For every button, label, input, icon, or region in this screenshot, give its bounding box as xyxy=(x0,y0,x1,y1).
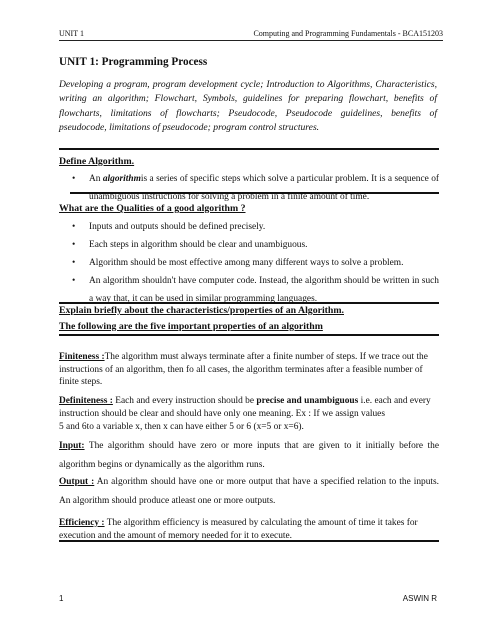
header-divider xyxy=(59,40,443,41)
section-divider xyxy=(59,540,439,542)
efficiency-paragraph xyxy=(59,517,439,542)
define-bullet-text xyxy=(89,170,439,206)
section-divider xyxy=(59,334,439,336)
header-course-title: Computing and Programming Fundamentals - BCA151203 xyxy=(253,29,443,38)
quality-item-text: Each steps in algorithm should be clear and unambiguous. xyxy=(89,240,308,250)
input-label: Input: xyxy=(59,441,85,451)
input-paragraph xyxy=(59,437,439,474)
quality-item-text: An algorithm shouldn't have computer code. Instead, the algorithm should be written in such a way that, it can be used in similar programming languages. xyxy=(89,276,439,304)
bullet-icon: • xyxy=(72,258,76,268)
definiteness-label: Definiteness : xyxy=(59,396,113,406)
define-prefix: An xyxy=(89,174,103,184)
output-text: An algorithm should have one or more output that have a specified relation to the inputs. An algorithm should produce atleast one or more outputs. xyxy=(59,477,439,506)
unit-title: UNIT 1: Programming Process xyxy=(59,56,208,68)
define-algorithm-heading: Define Algorithm. xyxy=(59,156,135,167)
characteristics-heading: Explain briefly about the characteristics/properties of an Algorithm. xyxy=(59,305,344,316)
efficiency-text: The algorithm efficiency is measured by calculating the amount of time it takes for execution and the amount of memory needed for it to execute. xyxy=(59,518,418,541)
footer-author: ASWIN R xyxy=(402,594,437,603)
define-line1: is a series of specific steps which solve a particular problem. It is a xyxy=(140,174,393,184)
page-number: 1 xyxy=(59,594,64,603)
efficiency-label: Efficiency : xyxy=(59,518,105,528)
section-divider xyxy=(70,192,439,194)
definiteness-example: 5 and 6to a variable x, then x can have either 5 or 6 (x=5 or x=6). xyxy=(59,422,304,432)
bullet-icon: • xyxy=(72,174,76,184)
define-term: algorithm xyxy=(102,174,141,184)
section-divider xyxy=(59,148,439,150)
input-text: The algorithm should have zero or more inputs that are given to it initially before the algorithm begins or dynamically as the algorithm runs. xyxy=(59,441,439,470)
definiteness-post: i.e. each and every instruction should be clear and should have only one meaning. Ex : If we assign values xyxy=(59,396,431,419)
bullet-icon: • xyxy=(72,276,76,286)
output-paragraph xyxy=(59,473,439,510)
quality-item-text: Algorithm should be most effective among many different ways to solve a problem. xyxy=(89,258,404,268)
bullet-icon: • xyxy=(72,240,76,250)
definiteness-pre: Each and every instruction should be xyxy=(112,396,257,406)
bullet-icon: • xyxy=(72,222,76,232)
header-unit-label: UNIT 1 xyxy=(59,29,84,38)
definiteness-bold: precise and unambiguous xyxy=(256,396,359,406)
qualities-heading: What are the Qualities of a good algorithm ? xyxy=(59,203,246,214)
finiteness-paragraph xyxy=(59,351,439,389)
output-label: Output : xyxy=(59,477,95,487)
finiteness-text: The algorithm must always terminate after a finite number of steps. If we trace out the instructions of an algorithm, then fo all cases, the algorithm terminates after a feasible number of finite steps. xyxy=(59,352,428,388)
unit-intro: Developing a program, program development cycle; Introduction to Algorithms, Characteristics, writing an algorithm; Flowchart, Symbols, guidelines for preparing flowchart, benefits of flowcharts, limitations of flowcharts; Pseudocode, Pseudocode guidelines, benefits of pseudocode, limitations of pseudocode; program control structures. xyxy=(59,79,437,133)
finiteness-label: Finiteness : xyxy=(59,352,105,362)
quality-item-text: Inputs and outputs should be defined precisely. xyxy=(89,222,266,232)
properties-heading: The following are the five important properties of an algorithm xyxy=(59,321,323,332)
define-line2: sequence of unambiguous instructions for solving a problem in a finite amount of time. xyxy=(89,174,439,202)
section-divider xyxy=(59,302,439,304)
definiteness-paragraph xyxy=(59,395,439,420)
